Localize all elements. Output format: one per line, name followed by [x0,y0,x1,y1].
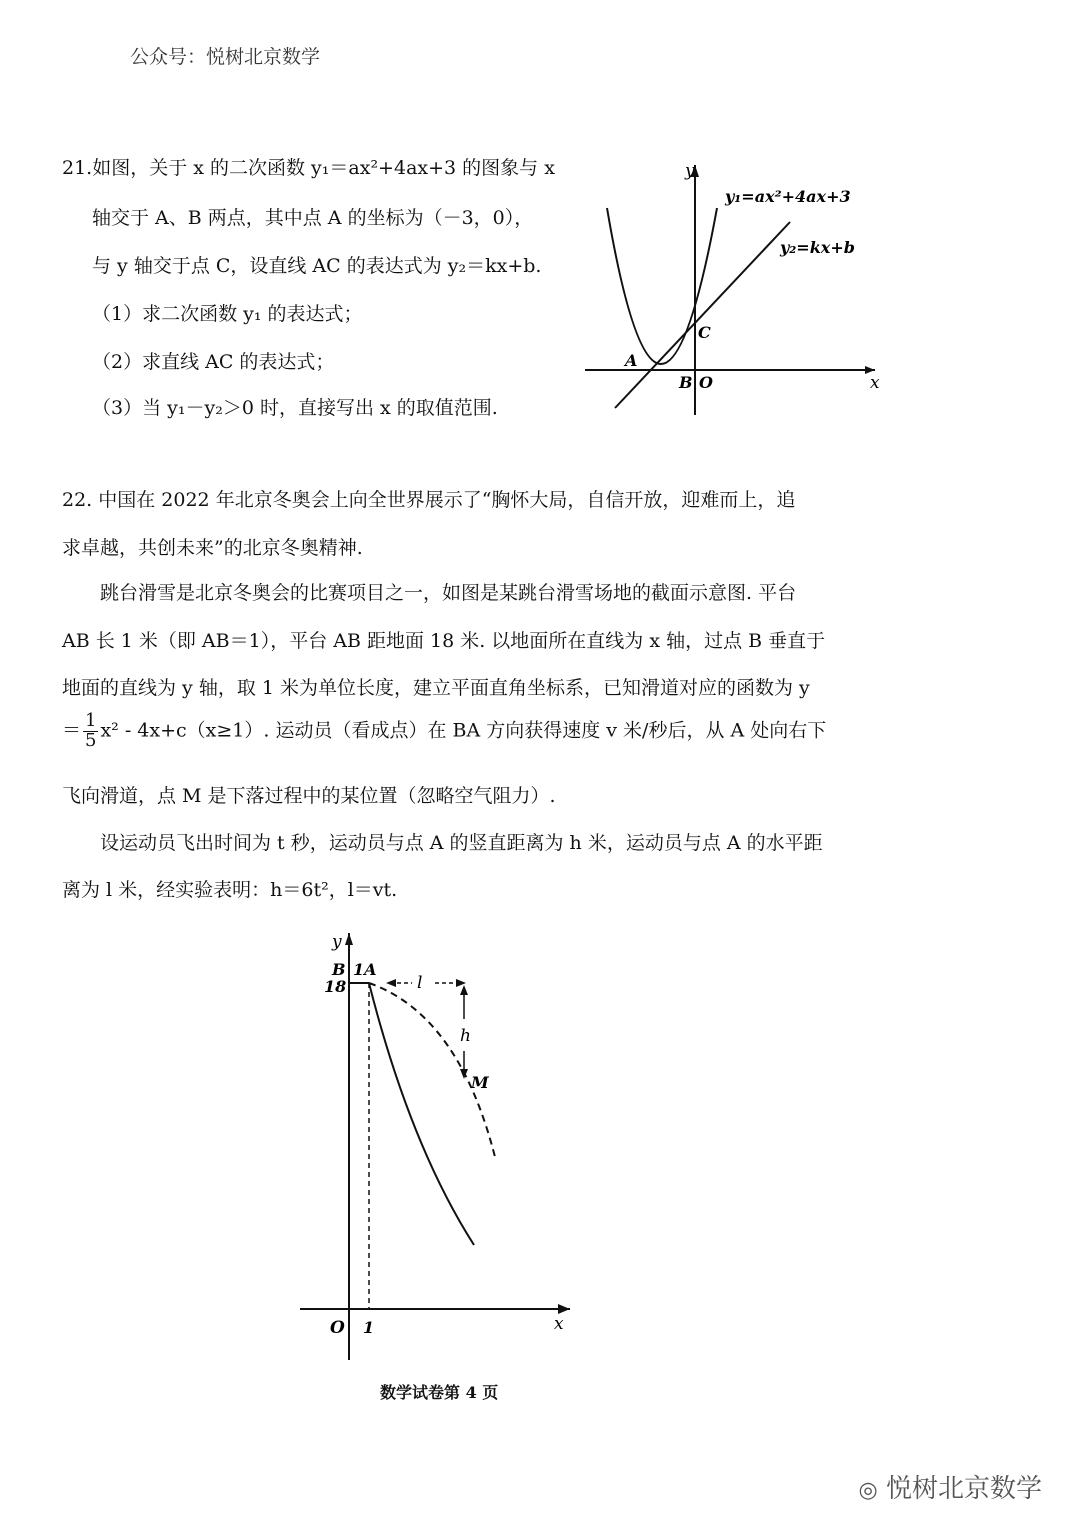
q22-slide-curve [369,983,474,1245]
q22-label-origin: O [330,1318,345,1338]
q22-p2d [62,712,826,751]
q21-sub1: （1）求二次函数 y₁ 的表达式； [92,303,363,325]
q22-label-y: y [332,932,342,952]
q22-x-arrow [558,1304,570,1314]
q22-l-left-arrowhead [386,979,396,987]
q22-label-x: x [554,1314,564,1334]
watermark-text: 悦树北京数学 [885,1474,1042,1504]
q21-figure [585,150,905,425]
q21-sub3: （3）当 y₁－y₂＞0 时，直接写出 x 的取值范围. [92,397,498,419]
q21-label-origin: O [699,373,713,392]
q21-line1: 21.如图，关于 x 的二次函数 y₁＝ax²+4ax+3 的图象与 x [62,157,555,179]
q22-p3b: 离为 l 米，经实验表明：h＝6t²，l＝vt. [62,879,398,901]
q21-label-a: A [625,351,638,370]
q22-fraction [83,712,98,751]
wechat-icon: ◎ [858,1478,878,1503]
q21-line2: 轴交于 A、B 两点，其中点 A 的坐标为（－3，0）， [92,207,534,229]
q21-label-x: x [870,373,880,393]
q22-p2e: 飞向滑道，点 M 是下落过程中的某位置（忽略空气阻力）. [62,785,556,807]
q22-l-arrowhead [456,979,466,987]
q22-label-l: l [417,973,423,993]
q22-frac-den: 5 [85,729,97,751]
q21-label-curve: y₁=ax²+4ax+3 [725,187,851,206]
q22-p2c: 地面的直线为 y 轴，取 1 米为单位长度，建立平面直角坐标系，已知滑道对应的函数为 y [62,677,810,699]
q22-p2b: AB 长 1 米（即 AB＝1），平台 AB 距地面 18 米. 以地面所在直线为 x 轴，过点 B 垂直于 [62,630,826,652]
q22-p2a: 跳台滑雪是北京冬奥会的比赛项目之一，如图是某跳台滑雪场地的截面示意图. 平台 [100,582,797,604]
q22-ski-jump-diagram [290,915,590,1370]
q22-label-m: M [471,1073,489,1092]
q22-label-18: 18 [324,977,347,996]
q22-flight-path [369,983,496,1161]
q21-label-b: B [679,373,693,392]
q22-y-arrow [345,933,353,945]
header-account: 公众号：悦树北京数学 [130,46,321,68]
q22-label-tick-1: 1 [363,1318,375,1337]
q22-p1a: 22. 中国在 2022 年北京冬奥会上向全世界展示了“胸怀大局，自信开放，迎难而上，追 [62,489,796,511]
page-footer: 数学试卷第 4 页 [380,1383,499,1402]
q22-p3a: 设运动员飞出时间为 t 秒，运动员与点 A 的竖直距离为 h 米，运动员与点 A 的水平距 [100,832,823,854]
q22-p2d-pre: ＝ [62,719,82,742]
q22-p2d-post: x² - 4x+c（x≥1）. 运动员（看成点）在 BA 方向获得速度 v 米/秒后，从 A 处向右下 [100,719,827,742]
q21-sub2: （2）求直线 AC 的表达式； [92,351,335,373]
q22-label-h: h [460,1026,471,1046]
q22-p1b: 求卓越，共创未来”的北京冬奥精神. [62,537,363,559]
q22-frac-num: 1 [85,710,97,731]
q22-h-up-arrowhead [460,985,468,995]
q22-label-1a: 1A [353,960,377,979]
q21-label-line: y₂=kx+b [780,238,855,257]
q22-h-down-arrowhead [460,1069,468,1079]
q21-line3: 与 y 轴交于点 C，设直线 AC 的表达式为 y₂＝kx+b. [92,255,542,277]
q21-label-y: y [685,161,695,181]
q22-label-b: B [332,960,346,979]
q21-label-c: C [698,323,711,342]
wechat-watermark [859,1468,1042,1505]
